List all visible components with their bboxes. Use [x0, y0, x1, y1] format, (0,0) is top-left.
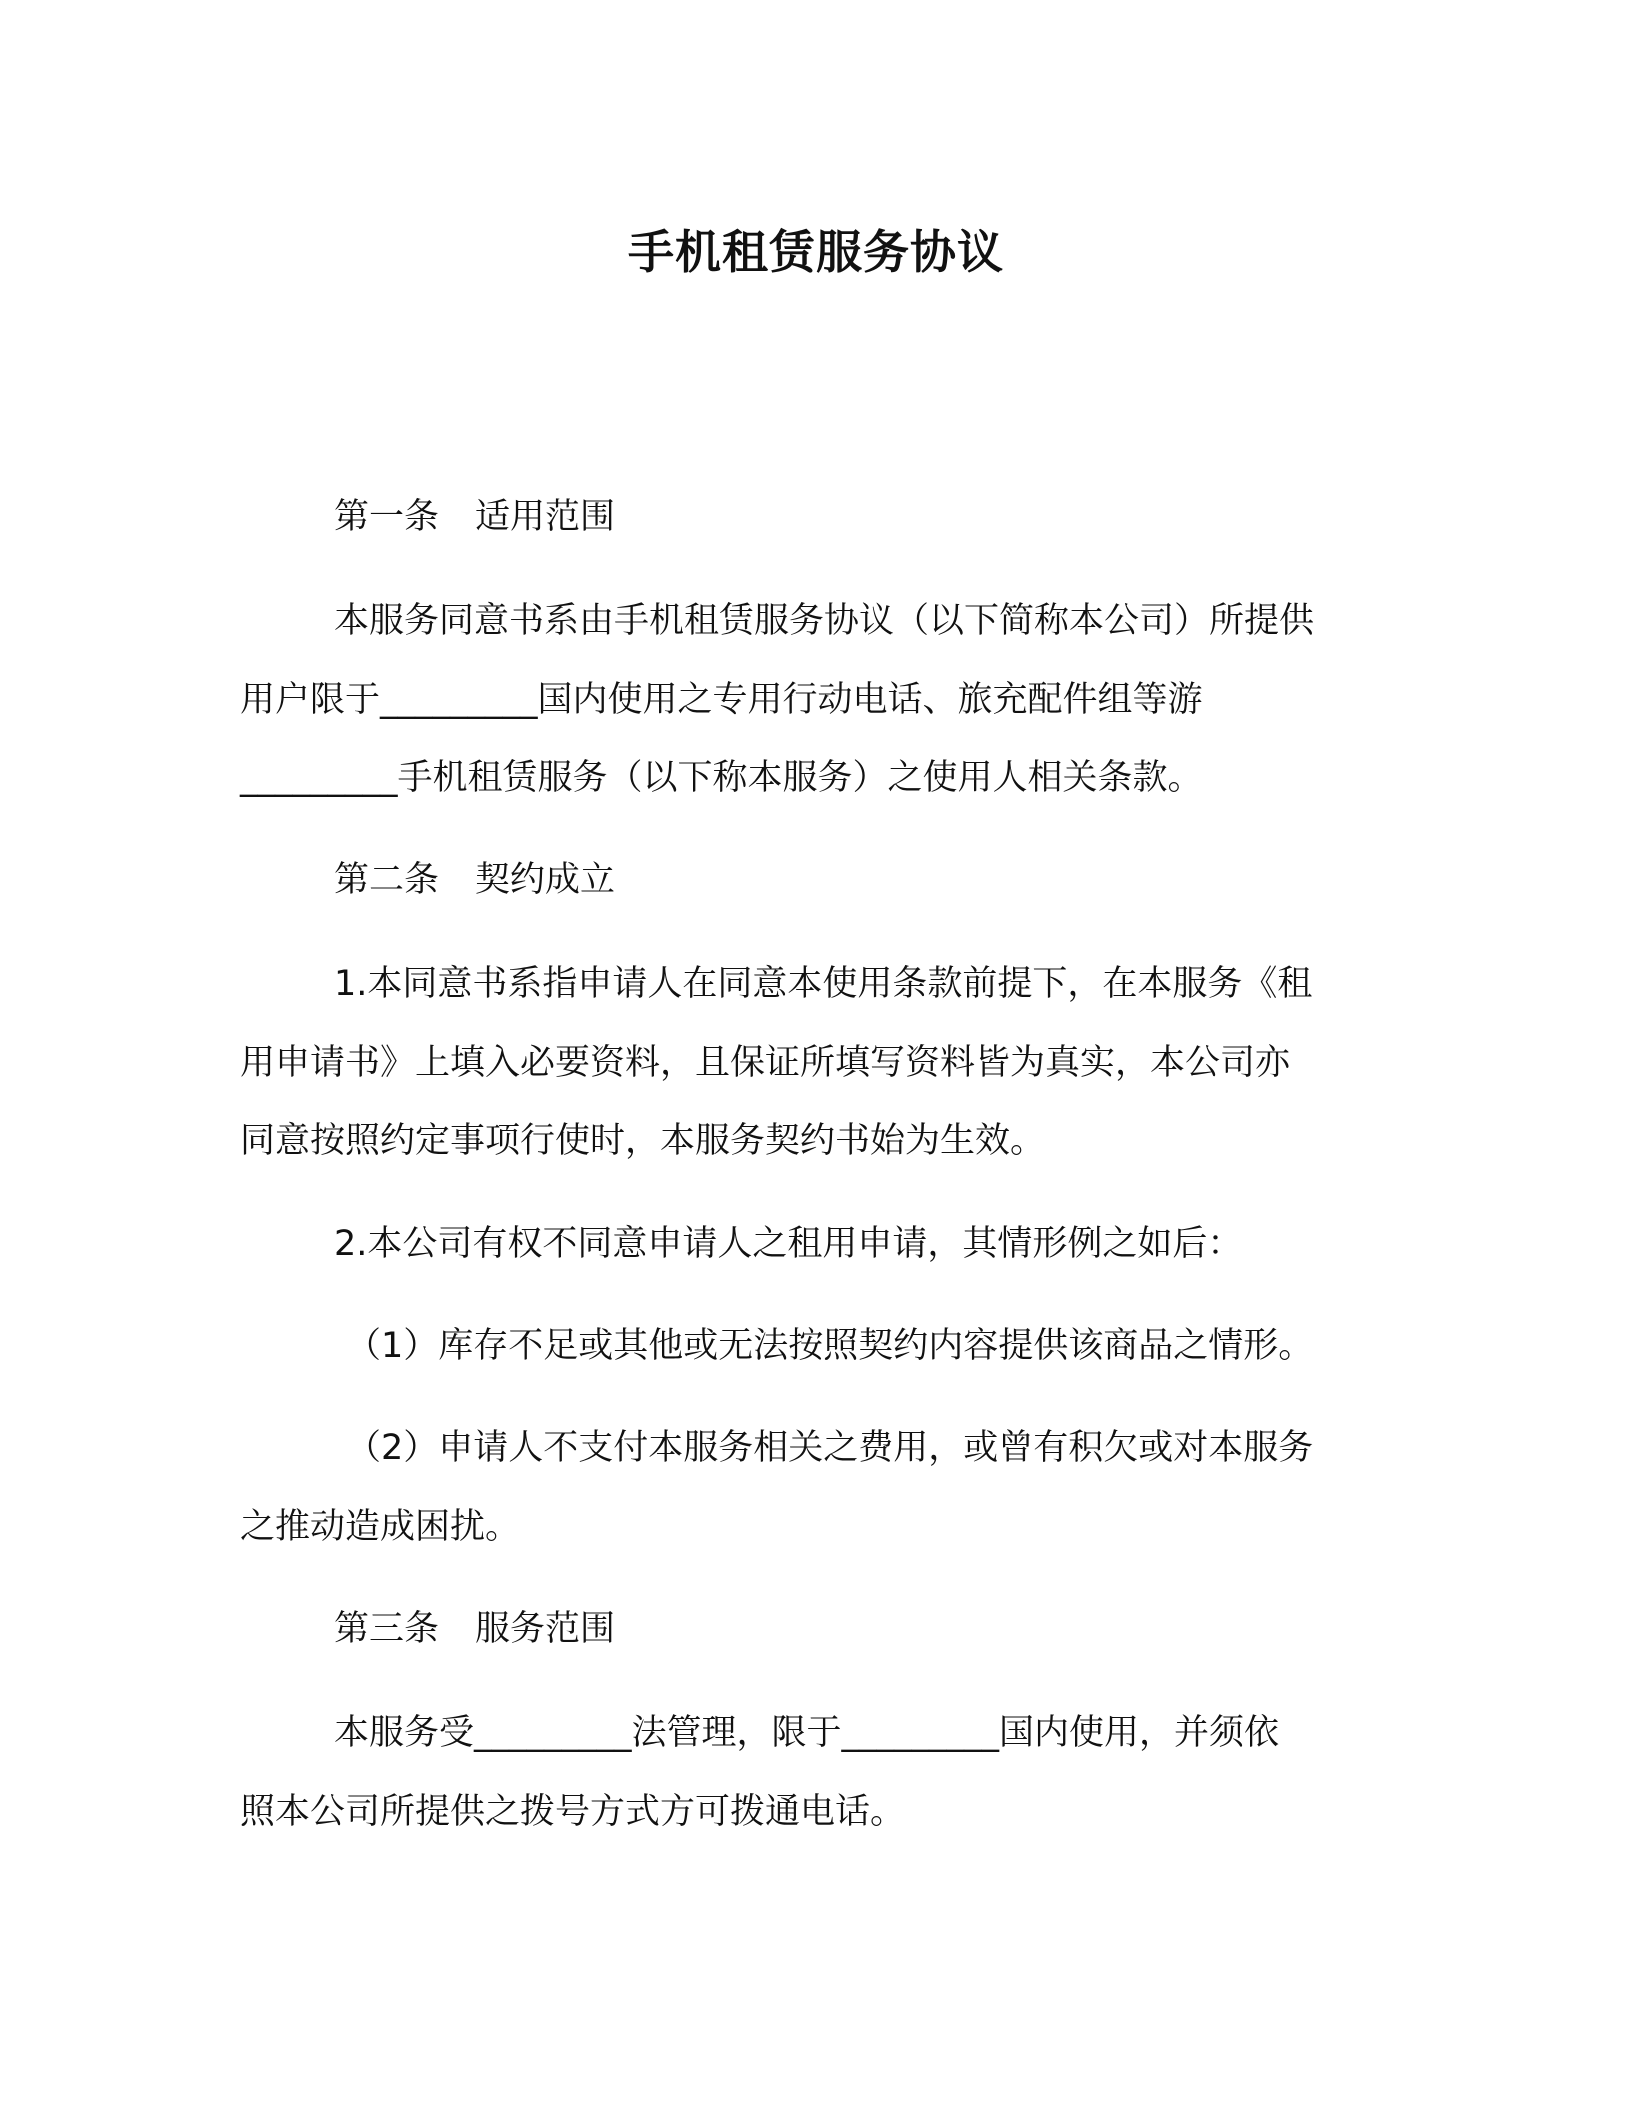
paragraph-line: 之推动造成困扰。: [240, 1507, 521, 1547]
article1-number: 第一条: [334, 497, 440, 537]
article3-title: 服务范围: [475, 1609, 616, 1649]
article3-number: 第三条: [334, 1609, 440, 1649]
article1-heading: [334, 493, 615, 541]
list-item: （1）库存不足或其他或无法按照契约内容提供该商品之情形。: [346, 1326, 1314, 1366]
paragraph-line: _________手机租赁服务（以下称本服务）之使用人相关条款。: [240, 758, 1203, 798]
list-item: （2）申请人不支付本服务相关之费用，或曾有积欠或对本服务: [346, 1428, 1314, 1468]
paragraph-line: 照本公司所提供之拨号方式方可拨通电话。: [240, 1792, 906, 1832]
paragraph-line: 用申请书》上填入必要资料，且保证所填写资料皆为真实，本公司亦: [240, 1043, 1291, 1083]
article2-number: 第二条: [334, 860, 440, 900]
paragraph-line: 用户限于_________国内使用之专用行动电话、旅充配件组等游: [240, 680, 1203, 720]
article2-title: 契约成立: [475, 860, 616, 900]
paragraph-line: 2.本公司有权不同意申请人之租用申请，其情形例之如后：: [334, 1224, 1243, 1264]
paragraph-line: 同意按照约定事项行使时，本服务契约书始为生效。: [240, 1121, 1046, 1161]
paragraph-line: 本服务受_________法管理，限于_________国内使用，并须依: [334, 1713, 1280, 1753]
paragraph-line: 本服务同意书系由手机租赁服务协议（以下简称本公司）所提供: [334, 601, 1315, 641]
article1-title: 适用范围: [475, 497, 616, 537]
paragraph-line: 1.本同意书系指申请人在同意本使用条款前提下，在本服务《租: [334, 964, 1313, 1004]
document-title: 手机租赁服务协议: [628, 225, 1004, 279]
article2-heading: [334, 856, 615, 904]
article3-heading: [334, 1605, 615, 1653]
